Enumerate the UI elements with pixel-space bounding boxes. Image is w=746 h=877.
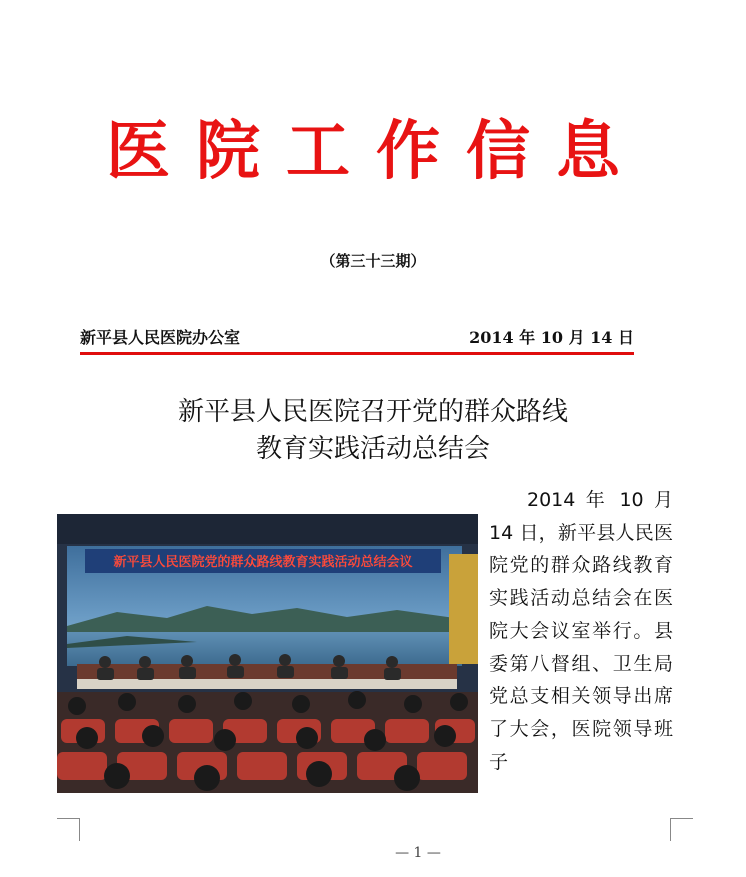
article-body: 2014 年 10 月 14 日，新平县人民医院党的群众路线教育实践活动总结会在医院大会议室举行。县委第八督组、卫生局党总支相关领导出席了大会，医院领导班子 bbox=[489, 489, 673, 773]
page-corner-mark-left bbox=[57, 818, 80, 841]
header-rule bbox=[80, 352, 634, 355]
article-headline bbox=[0, 394, 746, 468]
page-corner-mark-right bbox=[670, 818, 693, 841]
meeting-photo bbox=[57, 514, 478, 793]
office-name: 新平县人民医院办公室 bbox=[80, 328, 241, 347]
headline-line-2: 教育实践活动总结会 bbox=[255, 434, 490, 464]
issue-number: （第三十三期） bbox=[320, 252, 426, 270]
issue-date: 2014 年 10 月 14 日 bbox=[469, 328, 634, 347]
page-number: — 1 — bbox=[395, 845, 441, 861]
masthead-title: 医院工作信息 bbox=[106, 115, 646, 189]
headline-line-1: 新平县人民医院召开党的群众路线 bbox=[177, 397, 568, 427]
photo-banner-text: 新平县人民医院党的群众路线教育实践活动总结会议 bbox=[113, 555, 413, 570]
